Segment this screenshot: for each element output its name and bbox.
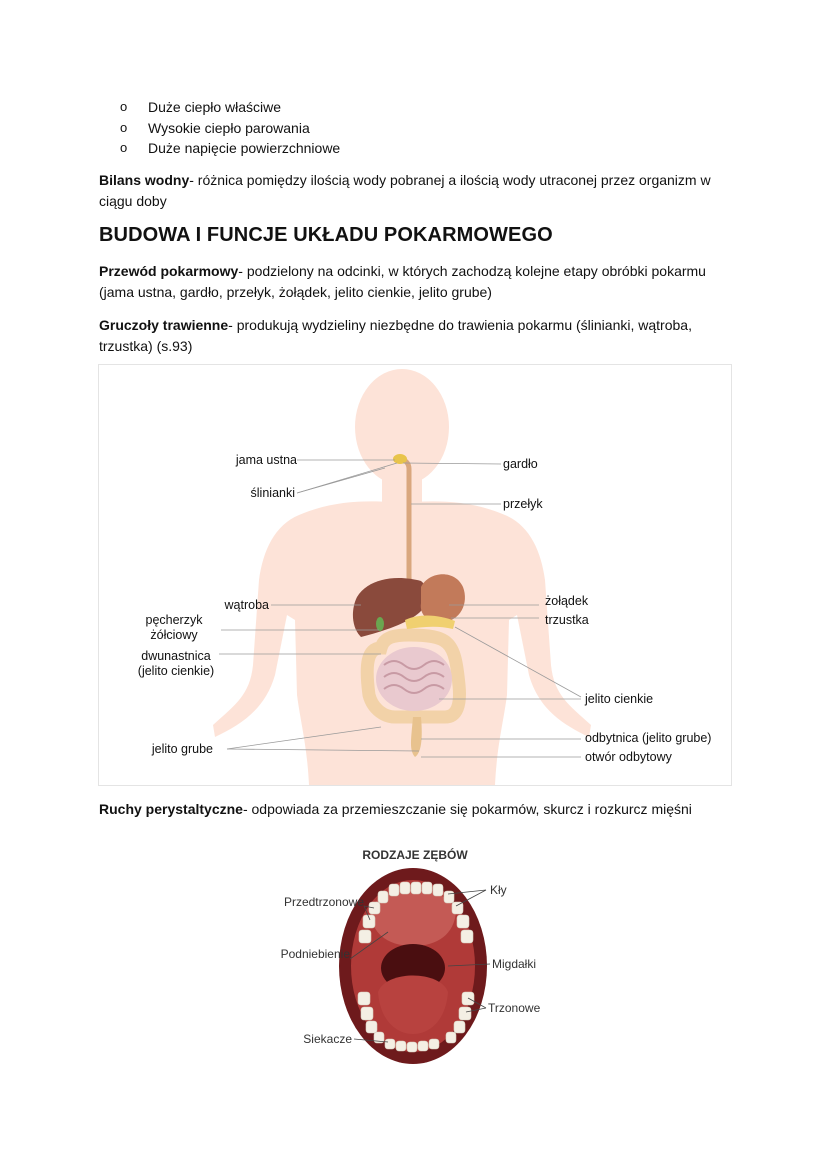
teeth-figure [270,842,560,1072]
label-slinianki: ślinianki [250,486,295,500]
label-siekacze: Siekacze [303,1032,352,1046]
gruczoly-term: Gruczoły trawienne [99,317,229,333]
bilans-paragraph: Bilans wodny- różnica pomiędzy ilością wody pobranej a ilością wody utraconej przez organizm w ciągu doby [99,172,711,209]
list-item: o Wysokie ciepło parowania [120,118,340,139]
teeth-diagram [270,842,560,1072]
label-watroba: wątroba [224,598,269,612]
gallbladder [376,617,384,631]
label-jelito-grube: jelito grube [151,742,213,756]
label-migdalki: Migdałki [492,957,537,971]
label-trzonowe: Trzonowe [488,1001,541,1015]
section-title: BUDOWA I FUNCJE UKŁADU POKARMOWEGO [99,224,553,246]
przewod-term: Przewód pokarmowy [99,263,239,279]
label-otwor-odbytowy: otwór odbytowy [585,750,672,764]
label-jelito-cienkie: jelito cienkie [585,692,654,706]
label-zolciowy: żółciowy [150,628,198,642]
water-properties-list [120,97,340,159]
list-item: o Duże napięcie powierzchniowe [120,138,340,159]
ruchy-paragraph: Ruchy perystaltyczne- odpowiada za przemieszczanie się pokarmów, skurcz i rozkurcz mięśni [99,801,692,817]
digestive-system-figure [98,364,732,786]
gruczoly-paragraph: Gruczoły trawienne- produkują wydzieliny niezbędne do trawienia pokarmu (ślinianki, wątroba, trzustka) (s.93) [99,317,692,354]
bullet-icon: o [120,99,128,114]
bilans-term: Bilans wodny [99,172,190,188]
label-odbytnica: odbytnica (jelito grube) [585,731,712,745]
label-jelito-cienkie-dwunastnica: (jelito cienkie) [137,664,215,678]
teeth-title: RODZAJE ZĘBÓW [362,848,468,862]
digestive-diagram [99,365,731,785]
small-intestine [376,647,452,711]
label-dwunastnica: dwunastnica [141,649,211,663]
label-przedtrzonowe: Przedtrzonowe [283,895,364,909]
bullet-icon: o [120,140,128,155]
bullet-icon: o [120,119,128,135]
ruchy-term: Ruchy perystaltyczne [99,801,243,817]
list-item: o Duże ciepło właściwe [120,97,340,118]
mouth-cavity [393,454,407,464]
label-jama-ustna: jama ustna [235,453,297,467]
label-zoladek: żołądek [545,594,589,608]
label-podniebienie: Podniebienie [280,947,350,961]
label-trzustka: trzustka [545,613,589,627]
label-gardlo: gardło [503,457,538,471]
label-przelyk: przełyk [503,497,543,511]
label-kly: Kły [490,883,507,897]
przewod-paragraph: Przewód pokarmowy- podzielony na odcinki, w których zachodzą kolejne etapy obróbki pokarmu (jama ustna, gardło, przełyk, żołądek, jelito cienkie, jelito grube) [99,263,706,300]
label-pecherzyk: pęcherzyk [145,613,203,627]
